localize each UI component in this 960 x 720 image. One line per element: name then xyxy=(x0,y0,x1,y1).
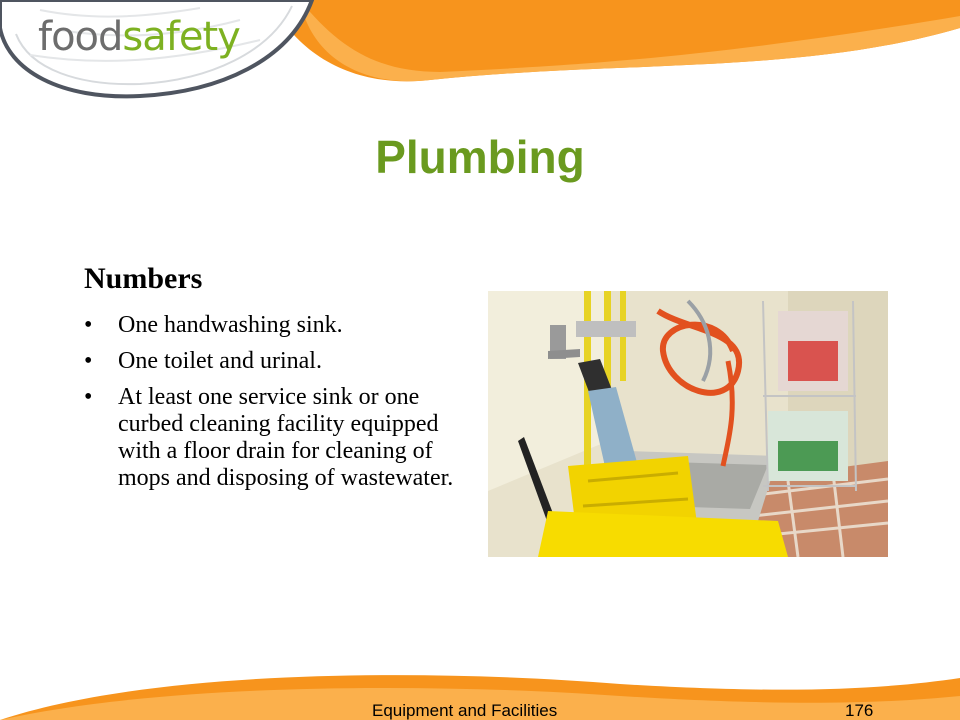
slide-title: Plumbing xyxy=(375,131,585,183)
logo-word-safety: safety xyxy=(122,14,240,60)
bullet-text: At least one service sink or one curbed cleaning facility equipped with a floor drain for cleaning of mops and disposing of wastewater. xyxy=(118,384,454,491)
logo-word-food: food xyxy=(38,14,123,60)
footer-page-number: 176 xyxy=(845,701,874,720)
section-heading: Numbers xyxy=(84,262,203,295)
bullet-dot-icon: • xyxy=(84,312,93,338)
bullet-item xyxy=(84,348,464,375)
bullet-text: One toilet and urinal. xyxy=(118,348,322,374)
bullet-item xyxy=(84,384,464,492)
bullet-dot-icon: • xyxy=(84,384,93,410)
mop-sink-photo xyxy=(488,291,888,557)
bullet-dot-icon: • xyxy=(84,348,93,374)
bullet-item xyxy=(84,312,464,339)
bullet-list xyxy=(84,312,464,501)
bullet-text: One handwashing sink. xyxy=(118,312,343,338)
logo-wordmark xyxy=(38,14,240,60)
foodsafety-logo xyxy=(0,0,320,100)
footer-section-label: Equipment and Facilities xyxy=(372,701,558,720)
